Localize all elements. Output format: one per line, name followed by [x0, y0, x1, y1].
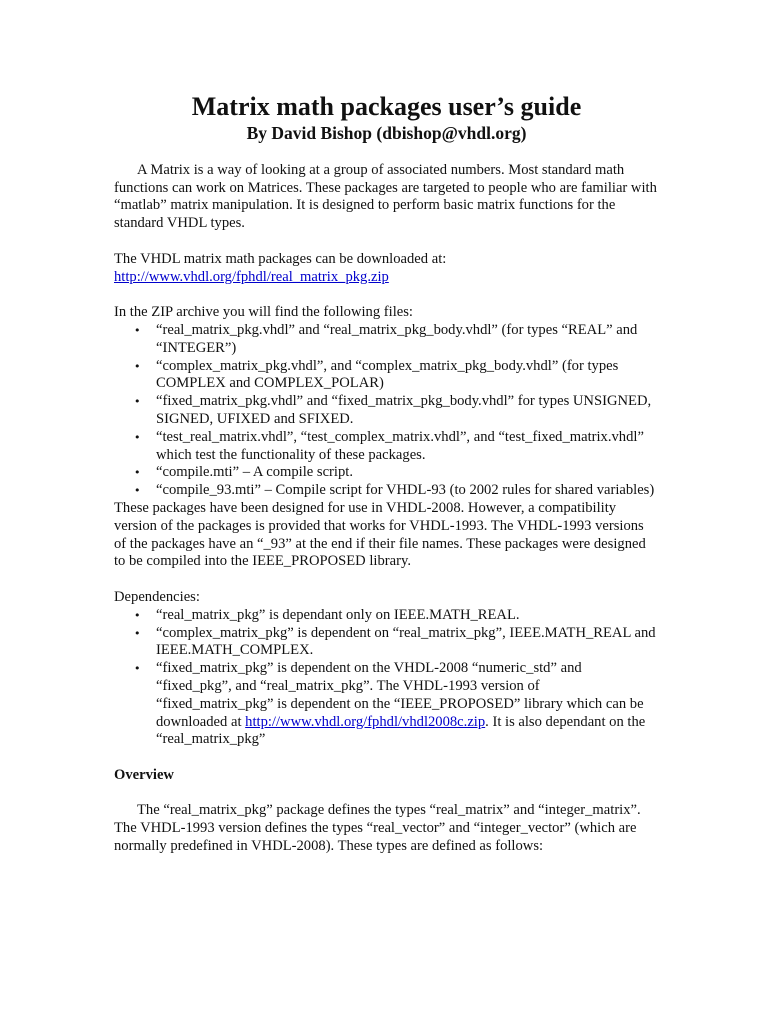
overview-heading: Overview [114, 766, 174, 783]
spacer [114, 286, 659, 304]
list-item [114, 429, 659, 465]
list-item [114, 322, 659, 358]
list-item [114, 358, 659, 394]
bullet-icon: • [134, 395, 141, 409]
dependencies-list [114, 607, 659, 749]
bullet-icon: • [134, 626, 141, 640]
list-item-text: “complex_matrix_pkg” is dependent on “real_matrix_pkg”, IEEE.MATH_REAL and IEEE.MATH_COMPLEX. [156, 624, 656, 659]
zip-file-list [114, 322, 659, 500]
list-item-text: “fixed_matrix_pkg.vhdl” and “fixed_matrix_pkg_body.vhdl” for types UNSIGNED, SIGNED, UFIXED and SFIXED. [156, 393, 652, 427]
download-text: The VHDL matrix math packages can be downloaded at: [114, 250, 447, 267]
vhdl2008c-link[interactable]: http://www.vhdl.org/fphdl/vhdl2008c.zip [245, 713, 486, 730]
list-item-text: “fixed_matrix_pkg” is dependent on the VHDL-2008 “numeric_std” and “fixed_pkg”, and “real_matrix_pkg”. The VHDL-1993 version of “fixed_matrix_pkg” is dependent on the “IEEE_PROPOSED” library which can be downloaded at [156, 660, 644, 730]
list-item-text: “real_matrix_pkg” is dependant only on IEEE.MATH_REAL. [156, 606, 520, 623]
list-item-text: “test_real_matrix.vhdl”, “test_complex_matrix.vhdl”, and “test_fixed_matrix.vhdl” which test the functionality of these packages. [156, 428, 644, 463]
bullet-icon: • [134, 484, 141, 498]
spacer [114, 233, 659, 251]
spacer [114, 144, 659, 162]
zip-intro: In the ZIP archive you will find the following files: [114, 304, 413, 321]
list-item [114, 625, 659, 661]
overview-paragraph: The “real_matrix_pkg” package defines the types “real_matrix” and “integer_matrix”. The VHDL-1993 version defines the types “real_vector” and “integer_vector” (which are normally predefined in VHDL-2008). These types are defined as follows: [114, 802, 641, 855]
bullet-icon: • [134, 466, 141, 480]
list-item-text: “complex_matrix_pkg.vhdl”, and “complex_matrix_pkg_body.vhdl” (for types COMPLEX and COMPLEX_POLAR) [156, 357, 619, 392]
bullet-icon: • [134, 430, 141, 444]
list-item-text: . It is also dependant on the “real_matrix_pkg” [156, 713, 646, 748]
bullet-icon: • [134, 608, 141, 622]
compatibility-paragraph: These packages have been designed for use in VHDL-2008. However, a compatibility version of the packages is provided that works for VHDL-1993. The VHDL-1993 versions of the packages have an “_93” at the end if their file names. These packages were designed to be compiled into the IEEE_PROPOSED library. [114, 499, 646, 570]
download-link[interactable]: http://www.vhdl.org/fphdl/real_matrix_pkg.zip [114, 268, 389, 285]
list-item [114, 393, 659, 429]
list-item [114, 482, 659, 500]
spacer [114, 749, 659, 767]
document-page [114, 92, 659, 856]
bullet-icon: • [134, 662, 141, 676]
download-link-line [114, 269, 659, 287]
list-item-text: “compile.mti” – A compile script. [156, 464, 353, 481]
list-item-text: “compile_93.mti” – Compile script for VHDL-93 (to 2002 rules for shared variables) [156, 482, 655, 499]
list-item [114, 607, 659, 625]
list-item [114, 660, 659, 749]
spacer [114, 571, 659, 589]
list-item-text: “real_matrix_pkg.vhdl” and “real_matrix_pkg_body.vhdl” (for types “REAL” and “INTEGER”) [156, 321, 638, 356]
author-byline: By David Bishop (dbishop@vhdl.org) [246, 123, 527, 143]
list-item [114, 464, 659, 482]
document-title: Matrix math packages user’s guide [191, 92, 582, 121]
dependencies-label: Dependencies: [114, 588, 200, 605]
bullet-icon: • [134, 359, 141, 373]
intro-paragraph: A Matrix is a way of looking at a group of associated numbers. Most standard math functions can work on Matrices. These packages are targeted to people who are familiar with “matlab” matrix manipulation. It is designed to perform basic matrix functions for the standard VHDL types. [114, 161, 657, 232]
spacer [114, 785, 659, 803]
bullet-icon: • [134, 323, 141, 337]
